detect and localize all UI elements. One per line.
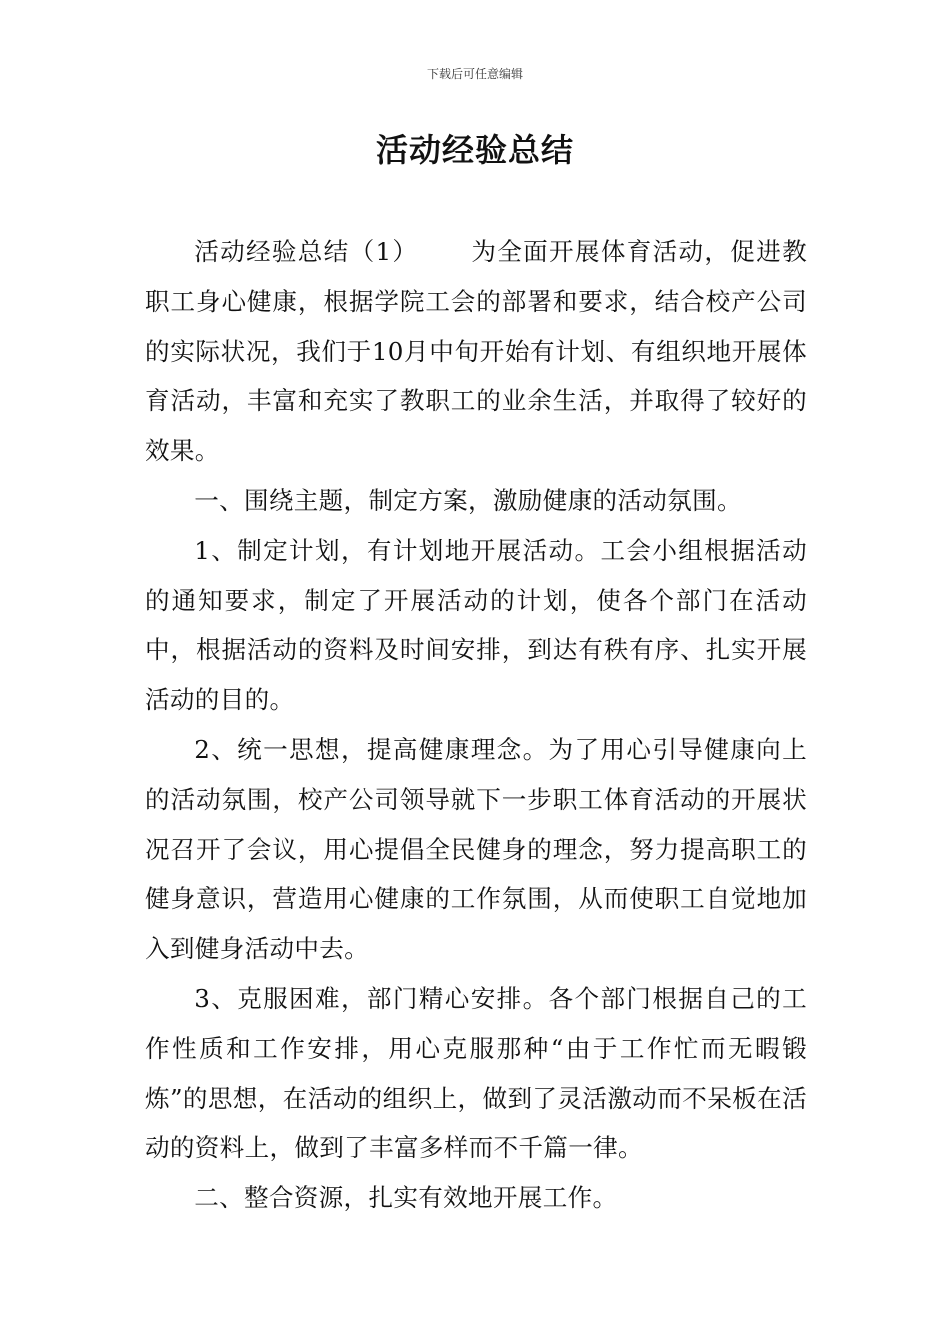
intro-label: 活动经验总结（1） xyxy=(194,237,419,266)
paragraph-intro xyxy=(145,227,807,476)
document-body xyxy=(145,227,807,1223)
paragraph-1-text: 为全面开展体育活动，促进教职工身心健康，根据学院工会的部署和要求，结合校产公司的实际状况，我们于10月中旬开始有计划、有组织地开展体育活动，丰富和充实了教职工的业余生活，并取得了较好的效果。 xyxy=(145,237,807,466)
paragraph-section-1-heading: 一、围绕主题，制定方案，激励健康的活动氛围。 xyxy=(194,485,742,515)
paragraph-item-1: 1、制定计划，有计划地开展活动。工会小组根据活动的通知要求，制定了开展活动的计划，使各个部门在活动中，根据活动的资料及时间安排，到达有秩有序、扎实开展活动的目的。 xyxy=(145,535,807,715)
header-note: 下载后可任意编辑 xyxy=(426,67,523,81)
paragraph-item-2: 2、统一思想，提高健康理念。为了用心引导健康向上的活动氛围，校产公司领导就下一步职工体育活动的开展状况召开了会议，用心提倡全民健身的理念，努力提高职工的健身意识，营造用心健康的工作氛围，从而使职工自觉地加入到健身活动中去。 xyxy=(145,734,807,964)
document-title: 活动经验总结 xyxy=(375,131,574,169)
paragraph-item-3: 3、克服困难，部门精心安排。各个部门根据自己的工作性质和工作安排，用心克服那种“由于工作忙而无暇锻炼”的思想，在活动的组织上，做到了灵活激动而不呆板在活动的资料上，做到了丰富多样而不千篇一律。 xyxy=(145,983,807,1163)
paragraph-section-2-heading: 二、整合资源，扎实有效地开展工作。 xyxy=(194,1183,618,1213)
